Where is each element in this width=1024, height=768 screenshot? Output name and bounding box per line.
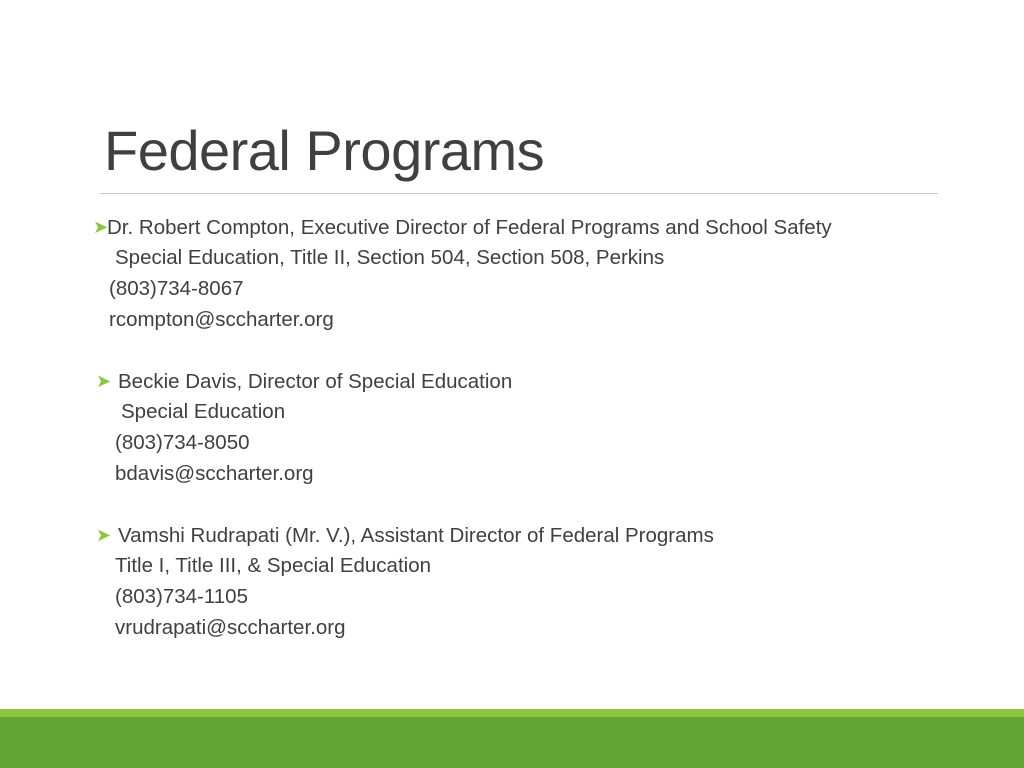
title-divider [100,193,938,194]
contact-2-areas: Special Education [121,400,286,423]
footer-bar [0,717,1024,768]
contact-1-email[interactable]: rcompton@sccharter.org [109,308,334,331]
contact-1-name: Dr. Robert Compton, Executive Director of Federal Programs and School Safety [107,216,832,239]
contact-3-phone: (803)734-1105 [115,585,248,608]
contact-3-name: Vamshi Rudrapati (Mr. V.), Assistant Director of Federal Programs [118,524,714,547]
contact-1-heading [93,214,832,241]
contact-3-areas: Title I, Title III, & Special Education [115,554,431,577]
contact-2-heading [96,368,512,395]
contact-2-phone: (803)734-8050 [115,431,250,454]
contact-3-heading [96,522,714,549]
contact-3-email[interactable]: vrudrapati@sccharter.org [115,616,346,639]
arrow-bullet-icon: ➤ [93,217,109,237]
arrow-bullet-icon: ➤ [96,371,112,391]
arrow-bullet-icon: ➤ [96,525,112,545]
contact-2-email[interactable]: bdavis@sccharter.org [115,462,314,485]
contact-1-areas: Special Education, Title II, Section 504, Section 508, Perkins [115,246,665,269]
contact-1-phone: (803)734-8067 [109,277,244,300]
footer-accent-stripe [0,709,1024,717]
contact-2-name: Beckie Davis, Director of Special Education [118,370,513,393]
slide-title: Federal Programs [104,119,545,182]
